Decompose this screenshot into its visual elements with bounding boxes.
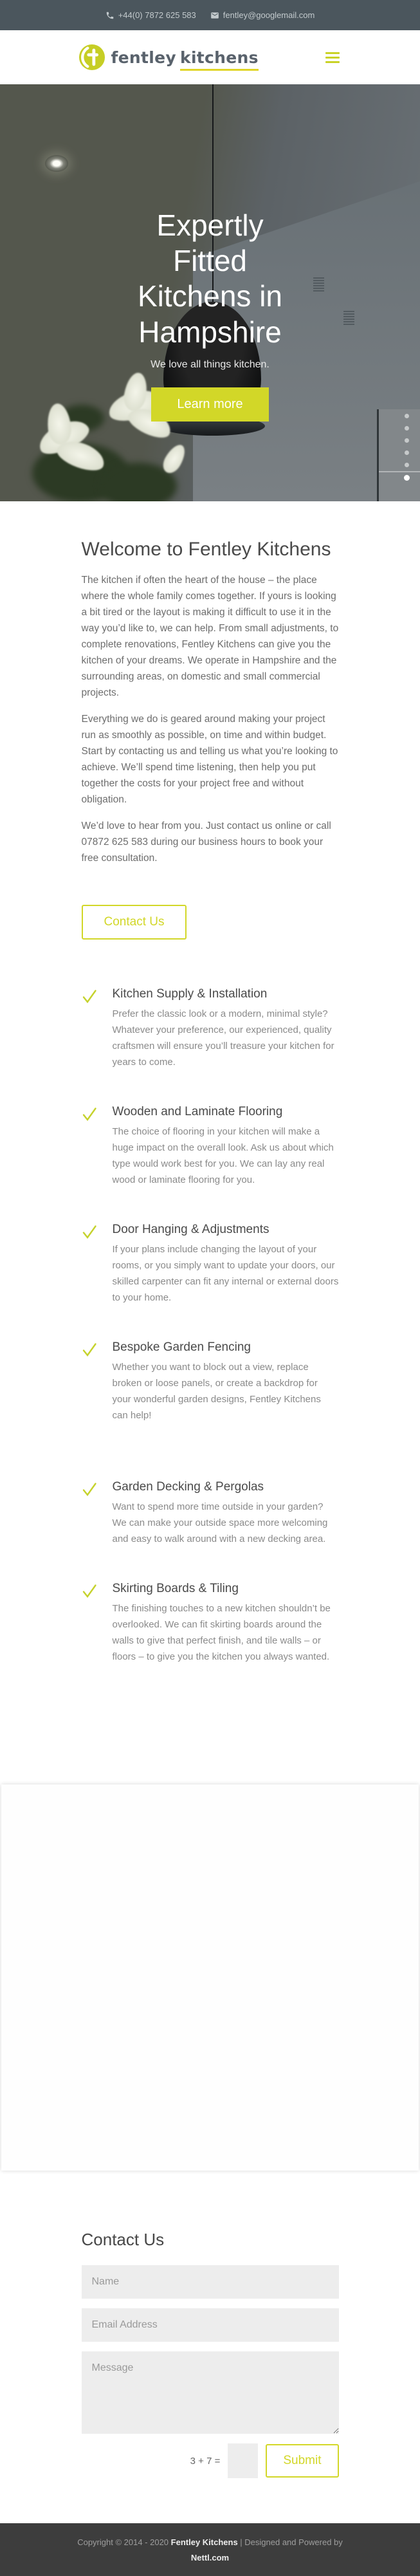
slider-dots	[404, 414, 410, 481]
contact-us-button[interactable]: Contact Us	[82, 905, 187, 940]
service-text	[113, 1340, 339, 1434]
slider-dot[interactable]	[405, 463, 409, 467]
nettl-link[interactable]: Nettl.com	[190, 2553, 230, 2563]
welcome-paragraph: The kitchen if often the heart of the house – the place where the whole family comes together. If yours is looking a bit tired or the layout is making it difficult to use it in the way you’d like to, we can help. From small adjustments, to complete renovations, Fentley Kitchens can give you the kitchen of your dreams. We operate in Hampshire and the surrounding areas, on domestic and small commercial projects.	[81, 575, 339, 698]
email-input[interactable]	[82, 2308, 339, 2342]
check-icon	[82, 1582, 97, 1675]
welcome-title: Welcome to Fentley Kitchens	[81, 539, 331, 560]
service-item	[82, 1582, 339, 1675]
learn-more-button[interactable]: Learn more	[151, 387, 268, 422]
name-input[interactable]	[82, 2265, 339, 2299]
slider-dot[interactable]	[405, 450, 409, 455]
message-input[interactable]	[82, 2351, 339, 2434]
phone-icon	[105, 11, 114, 20]
brand-name-first: fentley	[111, 48, 177, 67]
check-icon	[82, 1480, 97, 1557]
footer-text	[75, 2535, 345, 2566]
brand-name-second: kitchens	[180, 48, 259, 71]
service-description: Whether you want to block out a view, replace broken or loose panels, or create a backdrop for your wonderful garden designs, Fentley Kitchens can help!	[112, 1362, 321, 1421]
brand-logo[interactable]	[78, 44, 259, 71]
service-title: Kitchen Supply & Installation	[112, 987, 268, 1001]
captcha-question: 3 + 7 =	[190, 2455, 221, 2467]
email-link[interactable]	[210, 10, 315, 20]
site-footer	[0, 2523, 420, 2576]
topbar	[0, 0, 420, 30]
service-text	[113, 1582, 339, 1675]
slider-dot[interactable]	[405, 426, 409, 431]
copyright-text: Copyright © 2014 - 2020	[77, 2537, 171, 2547]
slider-dot[interactable]	[405, 438, 409, 443]
service-text	[113, 1105, 339, 1198]
phone-link[interactable]	[105, 10, 196, 20]
contact-section	[0, 2171, 420, 2523]
hero-title: Expertly Fitted Kitchens in Hampshire	[137, 208, 282, 349]
service-item	[82, 1223, 339, 1316]
service-text	[113, 1480, 339, 1557]
brand-name	[111, 48, 259, 67]
check-icon	[82, 1105, 97, 1198]
check-icon	[82, 987, 97, 1080]
envelope-icon	[210, 11, 219, 20]
check-icon	[82, 1340, 97, 1434]
captcha-row	[82, 2443, 339, 2478]
check-icon	[82, 1223, 97, 1316]
service-description: The choice of flooring in your kitchen will make a huge impact on the overall look. Ask us about which type would work best for you. We can lay any real wood or laminate flooring for you.	[112, 1126, 334, 1185]
service-description: Want to spend more time outside in your garden? We can make your outside space more welcoming and easy to walk around with a new decking area.	[112, 1501, 328, 1544]
service-title: Garden Decking & Pergolas	[112, 1480, 264, 1494]
service-item	[82, 1480, 339, 1557]
menu-bar	[325, 57, 340, 59]
site-header	[0, 30, 420, 84]
slider-dot[interactable]	[405, 414, 409, 418]
service-title: Door Hanging & Adjustments	[112, 1223, 269, 1236]
email-address: fentley@googlemail.com	[223, 10, 315, 20]
hero-photo-wall-corner	[377, 409, 420, 501]
slider-dot-active[interactable]	[404, 475, 410, 481]
footer-brand: Fentley Kitchens	[170, 2537, 238, 2547]
service-title: Skirting Boards & Tiling	[112, 1582, 239, 1595]
contact-title: Contact Us	[81, 2230, 165, 2249]
service-title: Bespoke Garden Fencing	[112, 1340, 251, 1354]
service-description: Prefer the classic look or a modern, minimal style? Whatever your preference, our experienced, quality craftsmen will ensure you’ll treasure your kitchen for years to come.	[112, 1008, 334, 1068]
map-panel	[1, 1784, 419, 2171]
service-item	[82, 1340, 339, 1434]
phone-number: +44(0) 7872 625 583	[118, 10, 196, 20]
welcome-section	[0, 501, 420, 1675]
service-item	[82, 987, 339, 1080]
service-title: Wooden and Laminate Flooring	[112, 1105, 283, 1118]
services-list	[82, 987, 339, 1675]
submit-button[interactable]: Submit	[266, 2444, 338, 2478]
service-text	[113, 1223, 339, 1316]
menu-toggle-icon[interactable]	[323, 50, 342, 66]
service-description: If your plans include changing the layout of your rooms, or you simply want to update your doors, our skilled carpenter can fit any internal or external doors to your home.	[112, 1244, 339, 1303]
hero-slider	[0, 84, 420, 501]
service-text	[113, 987, 339, 1080]
footer-separator-text: | Designed and Powered by	[237, 2537, 343, 2547]
welcome-paragraph: Everything we do is geared around making your project run as smoothly as possible, on time and within budget. Start by contacting us and telling us what you’re looking to achieve. We’ll spend time listening, then help you put together the costs for your project free and without obligation.	[81, 714, 338, 805]
captcha-input[interactable]	[228, 2443, 258, 2478]
fentley-logo-icon	[78, 44, 105, 71]
menu-bar	[325, 52, 340, 54]
hero-subtitle: We love all things kitchen.	[151, 358, 269, 370]
service-item	[82, 1105, 339, 1198]
contact-form	[82, 2265, 339, 2478]
welcome-paragraph: We’d love to hear from you. Just contact us online or call 07872 625 583 during our business hours to book your free consultation.	[81, 820, 331, 864]
menu-bar	[325, 61, 340, 63]
hero-content	[0, 84, 420, 422]
service-description: The finishing touches to a new kitchen shouldn’t be overlooked. We can fit skirting boards around the walls to give that perfect finish, and tile walls – or floors – to give you the kitchen you always wanted.	[112, 1603, 331, 1662]
